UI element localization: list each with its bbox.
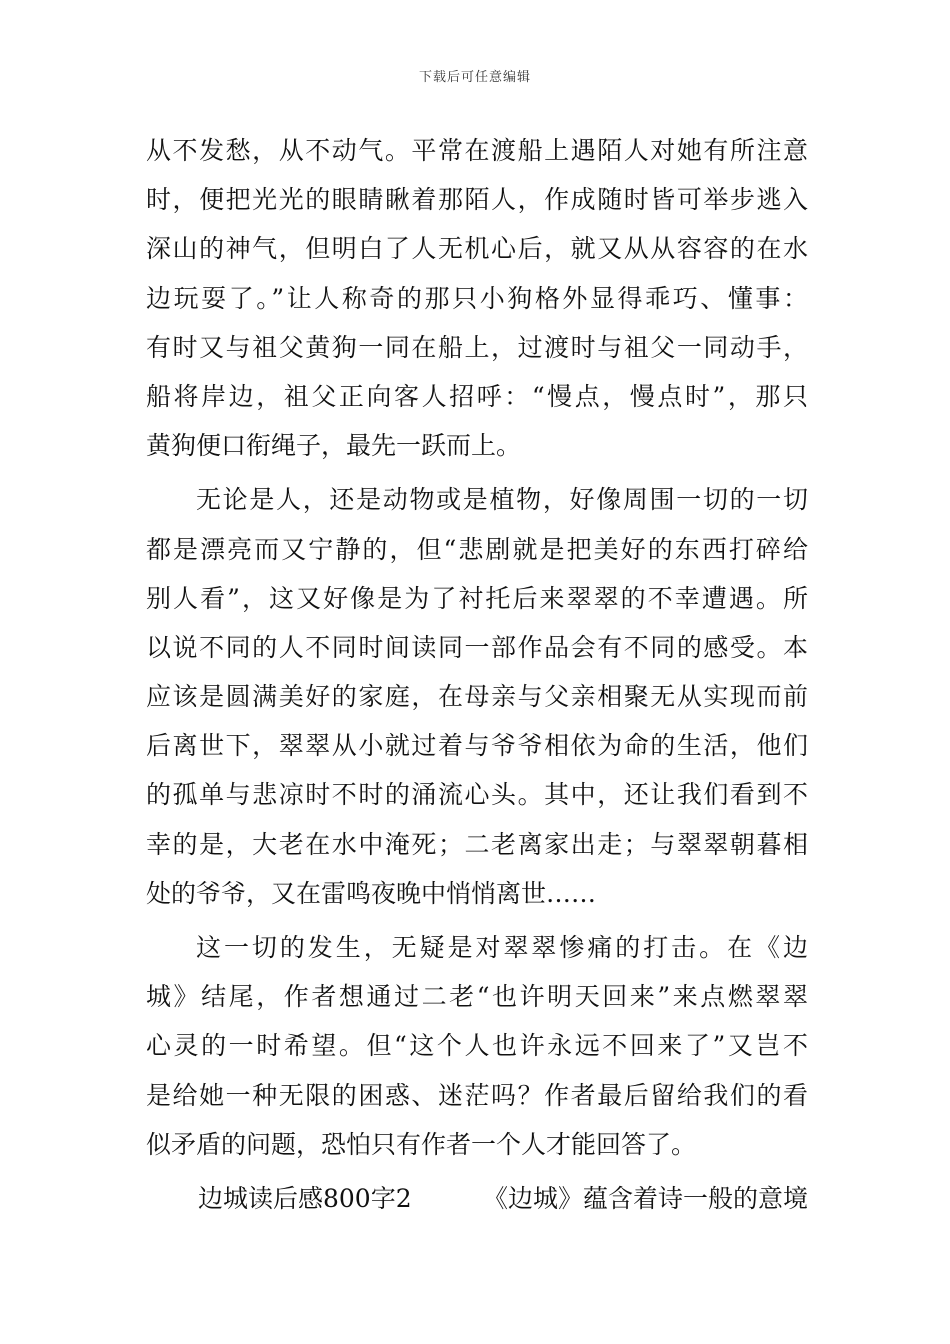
text-line: 黄狗便口衔绳子，最先一跃而上。 [146,431,522,461]
paragraph-2 [146,475,808,918]
text-line: 的孤单与悲凉时不时的涌流心头。其中，还让我们看到不 [146,780,808,810]
text-line: 幸的是，大老在水中淹死；二老离家出走；与翠翠朝暮相 [146,829,808,859]
text-line: 后离世下，翠翠从小就过着与爷爷相依为命的生活，他们 [146,731,808,761]
text-line: 城》结尾，作者想通过二老“也许明天回来”来点燃翠翠 [146,982,808,1012]
text-line: 边玩耍了。”让人称奇的那只小狗格外显得乖巧、懂事： [146,283,808,313]
document-body [146,126,808,1223]
paragraph-3 [146,923,808,1169]
text-line: 从不发愁，从不动气。平常在渡船上遇陌人对她有所注意 [146,136,808,165]
text-line: 以说不同的人不同时间读同一部作品会有不同的感受。本 [146,632,808,662]
text-line: 时，便把光光的眼睛瞅着那陌人，作成随时皆可举步逃入 [146,185,808,215]
text-line: 这一切的发生，无疑是对翠翠惨痛的打击。在《边 [196,933,808,962]
text-line: 心灵的一时希望。但“这个人也许永远不回来了”又岂不 [146,1031,808,1061]
article-title: 边城读后感800字2 [198,1183,412,1213]
text-line: 是给她一种无限的困惑、迷茫吗？作者最后留给我们的看 [146,1080,808,1110]
paragraph-1 [146,126,808,470]
next-article-line [146,1174,808,1223]
text-line: 应该是圆满美好的家庭，在母亲与父亲相聚无从实现而前 [146,682,808,712]
text-line: 有时又与祖父黄狗一同在船上，过渡时与祖父一同动手， [146,332,808,362]
text-line: 别人看”，这又好像是为了衬托后来翠翠的不幸遭遇。所 [146,583,808,613]
article-opening-text: 《边城》蕴含着诗一般的意境 [482,1183,808,1213]
text-line: 深山的神气，但明白了人无机心后，就又从从容容的在水 [146,234,808,264]
text-line: 似矛盾的问题，恐怕只有作者一个人才能回答了。 [146,1129,697,1159]
text-line: 无论是人，还是动物或是植物，好像周围一切的一切 [196,485,808,515]
text-line: 都是漂亮而又宁静的，但“悲剧就是把美好的东西打碎给 [146,534,808,564]
page-header: 下载后可任意编辑 [418,70,531,85]
text-line: 处的爷爷，又在雷鸣夜晚中悄悄离世…… [146,878,597,908]
text-line: 船将岸边，祖父正向客人招呼：“慢点，慢点时”，那只 [146,381,808,411]
